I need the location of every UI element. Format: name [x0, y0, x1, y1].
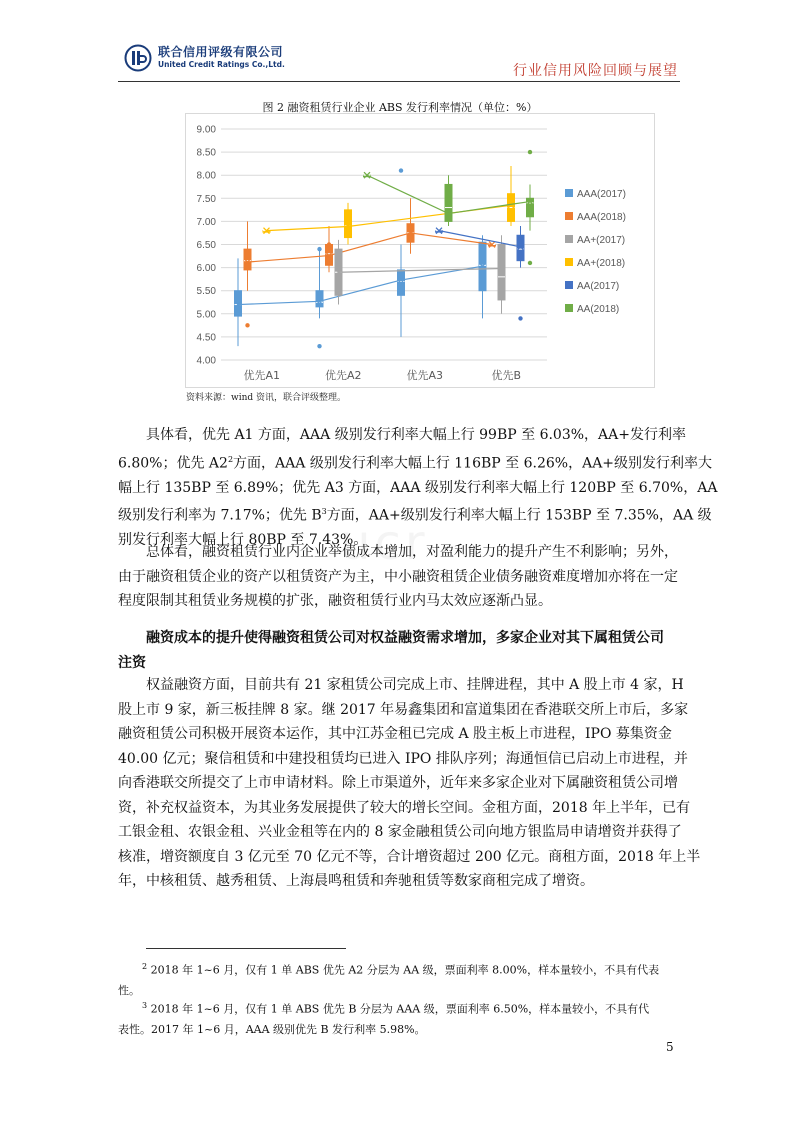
footnote-ref[interactable]: 3 [321, 507, 327, 517]
heading-line: 融资成本的提升使得融资租赁公司对权益融资需求增加，多家企业对其下属租赁公司 [146, 630, 664, 646]
y-tick-label: 5.50 [196, 286, 216, 298]
y-tick-label: 9.00 [196, 124, 216, 136]
logo-english-name: United Credit Ratings Co.,Ltd. [158, 60, 285, 69]
footnote-mark: 2 [142, 962, 148, 971]
text-line: 资，补充权益资本，为其业务发展提供了较大的增长空间。金租方面，2018 年上半年，已有 [118, 799, 691, 816]
outlier-point [245, 323, 249, 327]
figure-source: 资料来源：wind 资讯，联合评级整理。 [186, 393, 347, 403]
legend-label: AA+(2018) [577, 258, 626, 269]
text-segment: 方面，AAA 级别发行利率大幅上行 116BP 至 6.26%，AA+级别发行利率大 [233, 455, 713, 472]
page-number: 5 [666, 1040, 674, 1054]
y-tick-label: 4.00 [196, 355, 216, 367]
x-tick-label: 优先A2 [324, 369, 362, 382]
y-tick-label: 7.00 [196, 216, 216, 228]
footnote-2 [118, 957, 680, 1001]
legend-swatch [565, 281, 573, 289]
x-tick-label: 优先B [491, 369, 522, 382]
y-tick-label: 8.50 [196, 147, 216, 159]
text-line: 总体看，融资租赁行业内企业举债成本增加，对盈利能力的提升产生不利影响；另外， [146, 544, 678, 560]
text-line: 向香港联交所提交了上市申请材料。除上市渠道外，近年来多家企业对下属融资租赁公司增 [118, 775, 678, 791]
outlier-point [317, 247, 321, 251]
outlier-point [327, 242, 331, 246]
text-segment: 级别发行利率为 7.17%；优先 B [118, 507, 322, 524]
footnote-line [118, 957, 680, 981]
box [235, 291, 242, 316]
text-segment: 方面，AA+级别发行利率大幅上行 153BP 至 7.35%，AA 级 [326, 507, 712, 524]
footnote-divider [146, 948, 346, 949]
figure-title: 图 2 融资租赁行业企业 ABS 发行利率情况（单位：%） [262, 101, 538, 114]
abs-rate-boxplot-chart [185, 113, 655, 388]
y-tick-label: 6.00 [196, 263, 216, 275]
legend-swatch [565, 258, 573, 266]
legend-label: AA(2018) [577, 304, 620, 315]
legend-label: AAA(2018) [577, 212, 626, 223]
legend-label: AA+(2017) [577, 235, 626, 246]
paragraph-equity-financing [118, 673, 701, 894]
y-tick-label: 5.00 [196, 309, 216, 321]
text-line: 具体看，优先 A1 方面，AAA 级别发行利率大幅上行 99BP 至 6.03%，AA+发行利率 [146, 427, 686, 443]
legend-swatch [565, 212, 573, 220]
box [498, 245, 505, 300]
footnote-mark: 3 [142, 1001, 148, 1010]
text-line: 幅上行 135BP 至 6.89%；优先 A3 方面，AAA 级别发行利率大幅上行 120BP 至 6.70%，AA [118, 479, 718, 496]
company-logo-icon [124, 44, 152, 72]
text-line: 别发行利率大幅上行 80BP 至 7.43%。 [118, 532, 368, 549]
y-tick-label: 6.50 [196, 240, 216, 251]
footnote-text: 2018 年 1~6 月，仅有 1 单 ABS 优先 A2 分层为 AA 级，票面利率 8.00%，样本量较小，不具有代表 [150, 963, 660, 977]
footnote-line: 表性。2017 年 1~6 月，AAA 级别优先 B 发行利率 5.98%。 [118, 1022, 426, 1036]
text-line: 权益融资方面，目前共有 21 家租赁公司完成上市、挂牌进程，其中 A 股上市 4 家，H [146, 677, 684, 693]
footnote-line [118, 996, 680, 1020]
outlier-point [317, 344, 321, 348]
outlier-point [518, 316, 522, 320]
text-line: 年，中核租赁、越秀租赁、上海晨鸣租赁和奔驰租赁等数家商租完成了增资。 [118, 873, 594, 889]
report-title: 行业信用风险回顾与展望 [513, 63, 678, 79]
y-tick-label: 8.00 [196, 170, 216, 182]
header-divider [118, 81, 680, 82]
legend-swatch [565, 189, 573, 197]
footnote-3 [118, 996, 680, 1040]
legend-label: AAA(2017) [577, 189, 626, 200]
text-line [118, 448, 713, 476]
x-tick-label: 优先A3 [406, 369, 444, 382]
text-line: 核准，增资额度自 3 亿元至 70 亿元不等，合计增资超过 200 亿元。商租方面，2018 年上半 [118, 848, 701, 865]
outlier-point [399, 168, 403, 172]
text-segment: 6.80%；优先 A2 [118, 455, 228, 472]
text-line: 工银金租、农银金租、兴业金租等在内的 8 家金融租赁公司向地方银监局申请增资并获得了 [118, 824, 682, 840]
footnote-line: 性。 [118, 983, 140, 997]
chart-frame [186, 114, 655, 388]
y-tick-label: 4.50 [196, 332, 216, 344]
page-header [118, 40, 680, 82]
paragraph-specifics [118, 423, 718, 553]
text-line [118, 500, 712, 528]
text-line: 程度限制其租赁业务规模的扩张，融资租赁行业内马太效应逐渐凸显。 [118, 593, 552, 609]
heading-line: 注资 [118, 654, 146, 671]
x-tick-label: 优先A1 [243, 369, 281, 382]
logo-chinese-name: 联合信用评级有限公司 [158, 45, 284, 59]
legend-label: AA(2017) [577, 281, 620, 292]
text-line: 由于融资租赁企业的资产以租赁资产为主，中小融资租赁企业债务融资难度增加亦将在一定 [118, 568, 678, 585]
footnote-ref[interactable]: 2 [227, 454, 234, 464]
legend-swatch [565, 304, 573, 312]
text-line: 40.00 亿元；聚信租赁和中建投租赁均已进入 IPO 排队序列；海通恒信已启动上市进程，并 [118, 750, 688, 767]
outlier-point [528, 261, 532, 265]
paragraph-overall [118, 540, 680, 614]
text-line: 股上市 9 家，新三板挂牌 8 家。继 2017 年易鑫集团和富道集团在香港联交所上市后，多家 [118, 701, 689, 718]
section-heading [118, 626, 680, 675]
footnote-text: 2018 年 1~6 月，仅有 1 单 ABS 优先 B 分层为 AAA 级，票面利率 6.50%，样本量较小，不具有代 [150, 1002, 650, 1016]
outlier-point [528, 150, 532, 154]
box [517, 235, 524, 260]
text-line: 融资租赁公司积极开展资本运作，其中江苏金租已完成 A 股主板上市进程，IPO 募集资金 [118, 726, 672, 742]
y-tick-label: 7.50 [196, 193, 216, 205]
legend-swatch [565, 235, 573, 243]
